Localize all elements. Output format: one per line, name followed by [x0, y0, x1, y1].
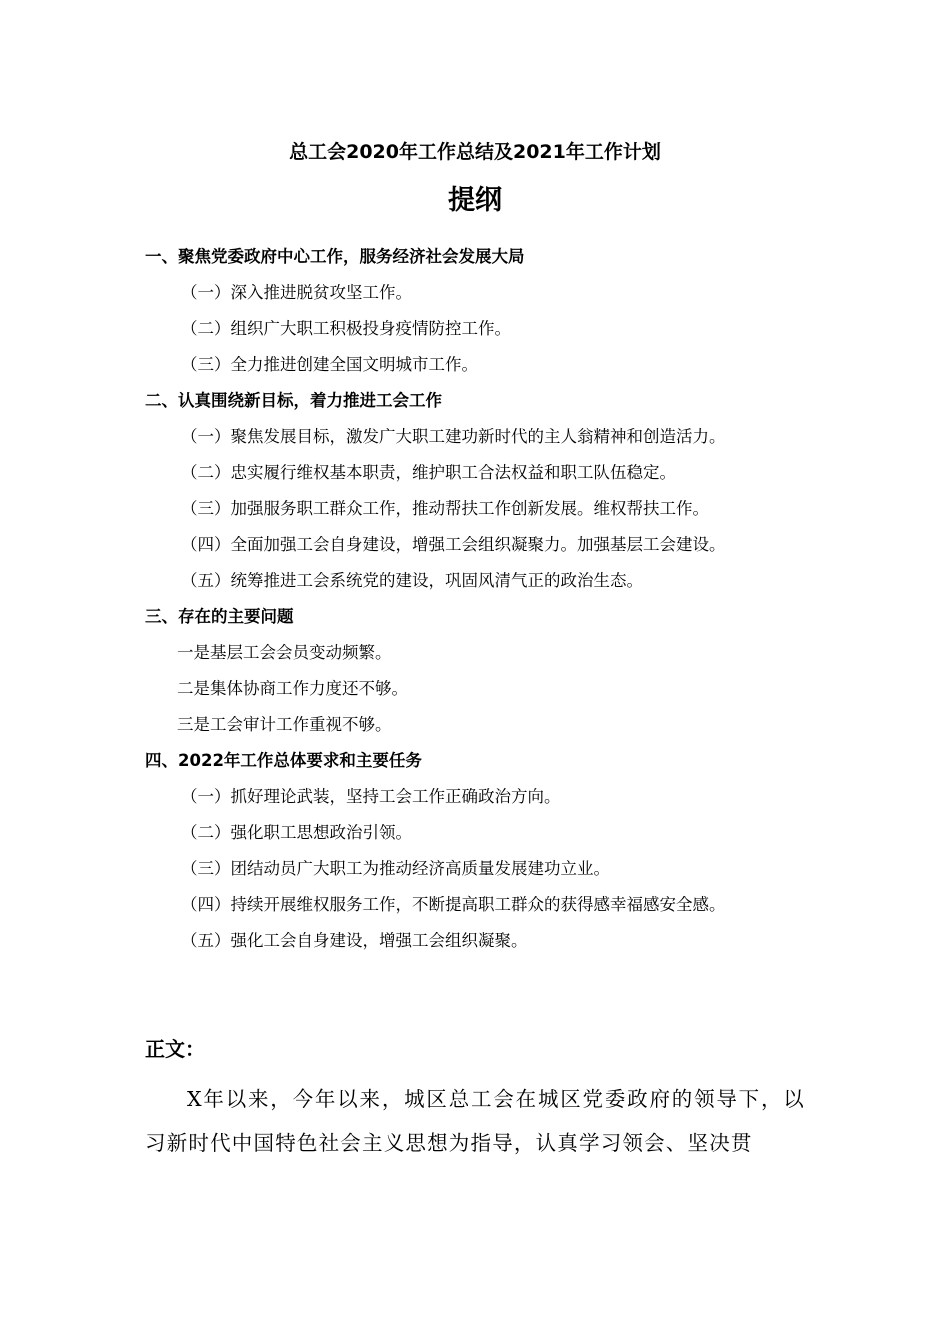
section-heading: 四、2022年工作总体要求和主要任务	[145, 751, 422, 770]
outline-item: （一）深入推进脱贫攻坚工作。	[181, 283, 412, 302]
section-heading: 一、聚焦党委政府中心工作，服务经济社会发展大局	[145, 247, 525, 266]
outline-item: （一）聚焦发展目标，激发广大职工建功新时代的主人翁精神和创造活力。	[181, 427, 726, 446]
outline-item: （二）组织广大职工积极投身疫情防控工作。	[181, 319, 511, 338]
section-heading: 二、认真围绕新目标，着力推进工会工作	[145, 391, 442, 410]
outline-item: （五）强化工会自身建设，增强工会组织凝聚。	[181, 931, 528, 950]
section-heading: 三、存在的主要问题	[145, 607, 294, 626]
outline-item: （二）强化职工思想政治引领。	[181, 823, 412, 842]
outline-item: （五）统筹推进工会系统党的建设，巩固风清气正的政治生态。	[181, 571, 643, 590]
outline-item: 一是基层工会会员变动频繁。	[177, 643, 392, 662]
document-title: 总工会2020年工作总结及2021年工作计划	[289, 141, 661, 163]
outline-item: （四）全面加强工会自身建设，增强工会组织凝聚力。加强基层工会建设。	[181, 535, 726, 554]
outline-item: （四）持续开展维权服务工作，不断提高职工群众的获得感幸福感安全感。	[181, 895, 726, 914]
outline-item: 二是集体协商工作力度还不够。	[177, 679, 408, 698]
body-label: 正文：	[145, 1037, 205, 1061]
outline	[145, 239, 845, 959]
outline-item: （一）抓好理论武装，坚持工会工作正确政治方向。	[181, 787, 561, 806]
document-subtitle: 提纲	[448, 185, 502, 216]
outline-item: （三）加强服务职工群众工作，推动帮扶工作创新发展。维权帮扶工作。	[181, 499, 709, 518]
body-paragraph: X年以来，今年以来，城区总工会在城区党委政府的领导下，以习新时代中国特色社会主义思想为指导，认真学习领会、坚决贯	[145, 1087, 805, 1155]
outline-item: 三是工会审计工作重视不够。	[177, 715, 392, 734]
outline-item: （二）忠实履行维权基本职责，维护职工合法权益和职工队伍稳定。	[181, 463, 676, 482]
outline-item: （三）全力推进创建全国文明城市工作。	[181, 355, 478, 374]
outline-item: （三）团结动员广大职工为推动经济高质量发展建功立业。	[181, 859, 610, 878]
